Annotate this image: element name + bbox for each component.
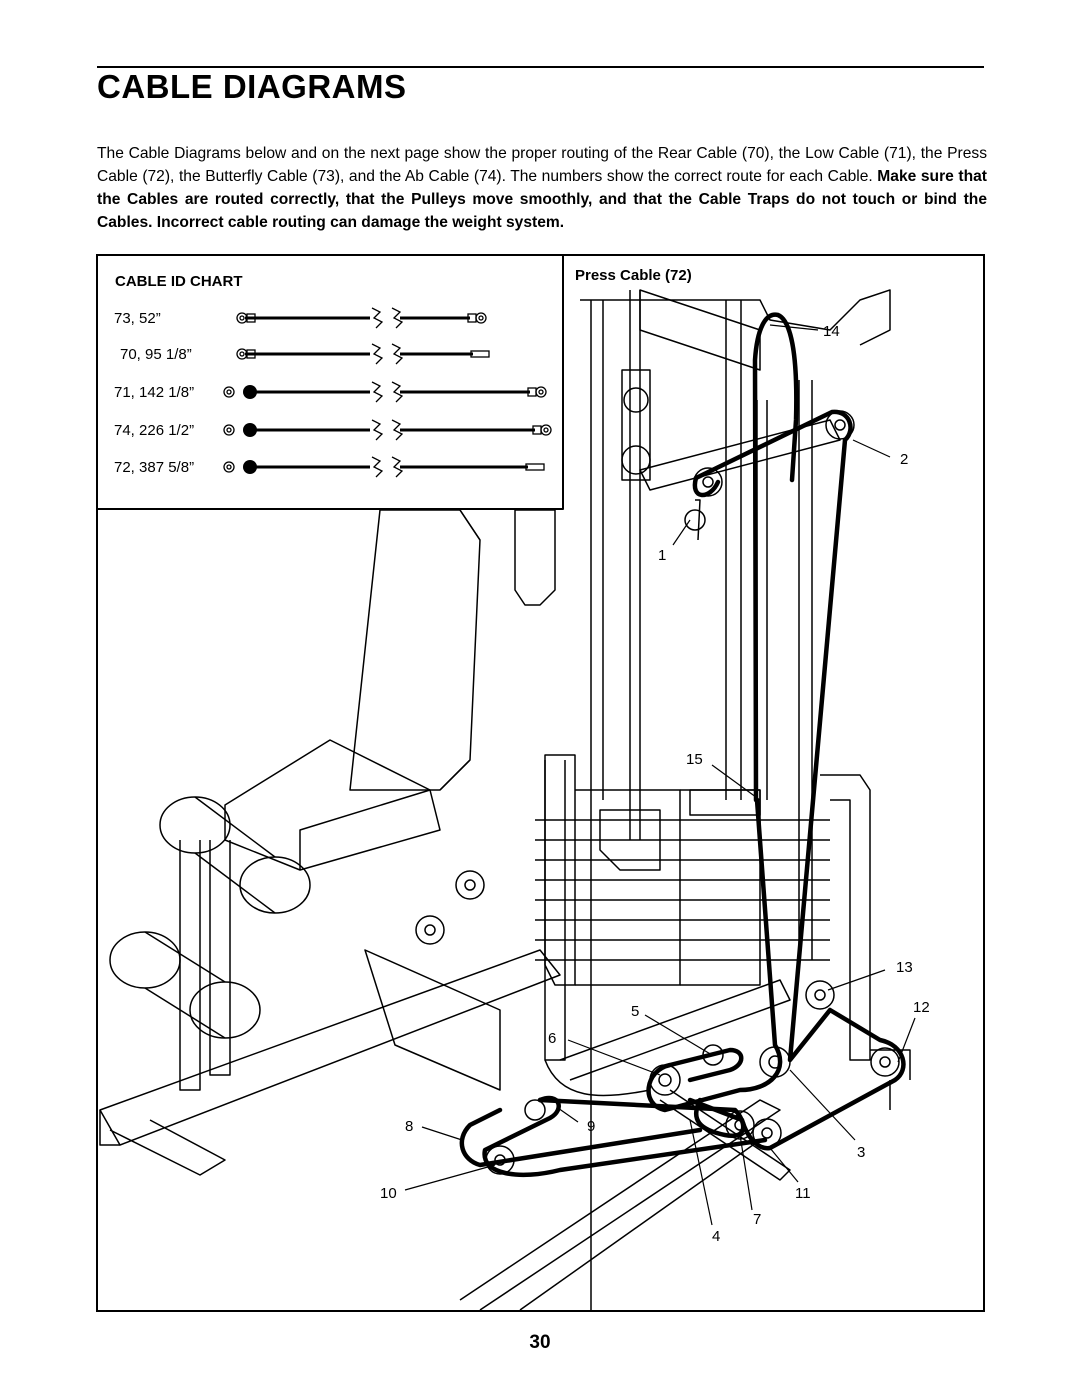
callout-1: 1 xyxy=(658,547,667,564)
weight-machine-illustration xyxy=(100,290,910,1310)
cable-id-wires xyxy=(224,308,551,477)
cable-row-label: 70, 95 1/8” xyxy=(120,346,192,363)
cable-row-label: 72, 387 5/8” xyxy=(114,459,195,476)
callout-7: 7 xyxy=(753,1211,762,1228)
callout-12: 12 xyxy=(913,999,930,1016)
cable-row-label: 73, 52” xyxy=(114,310,161,327)
callout-2: 2 xyxy=(900,451,909,468)
cable-id-chart-title: CABLE ID CHART xyxy=(115,273,243,290)
callout-9: 9 xyxy=(587,1118,596,1135)
page-number: 30 xyxy=(529,1332,551,1353)
callout-15: 15 xyxy=(686,751,703,768)
callout-4: 4 xyxy=(712,1228,721,1245)
cable-row-label: 74, 226 1/2” xyxy=(114,422,195,439)
page-title: CABLE DIAGRAMS xyxy=(97,68,407,105)
callout-3: 3 xyxy=(857,1144,866,1161)
callout-11: 11 xyxy=(795,1185,811,1202)
callout-10: 10 xyxy=(380,1185,397,1202)
callout-13: 13 xyxy=(896,959,913,976)
callout-14: 14 xyxy=(823,323,840,340)
intro-warning: Make sure that the Cables are routed correctly, that the Pulleys move smoothly, and that the Cable Traps do not touch or bind the Cables. Incorrect cable routing can damage the weight system. xyxy=(97,168,987,231)
press-cable-route xyxy=(462,315,904,1175)
diagram-title: Press Cable (72) xyxy=(575,267,692,284)
callout-8: 8 xyxy=(405,1118,414,1135)
cable-row-label: 71, 142 1/8” xyxy=(114,384,195,401)
intro-text: The Cable Diagrams below and on the next page show the proper routing of the Rear Cable (70), the Low Cable (71), the Press Cable (72), the Butterfly Cable (73), and the Ab Cable (74). The numbers show the correct route for each Cable. xyxy=(97,145,987,185)
callout-5: 5 xyxy=(631,1003,640,1020)
callout-6: 6 xyxy=(548,1030,557,1047)
